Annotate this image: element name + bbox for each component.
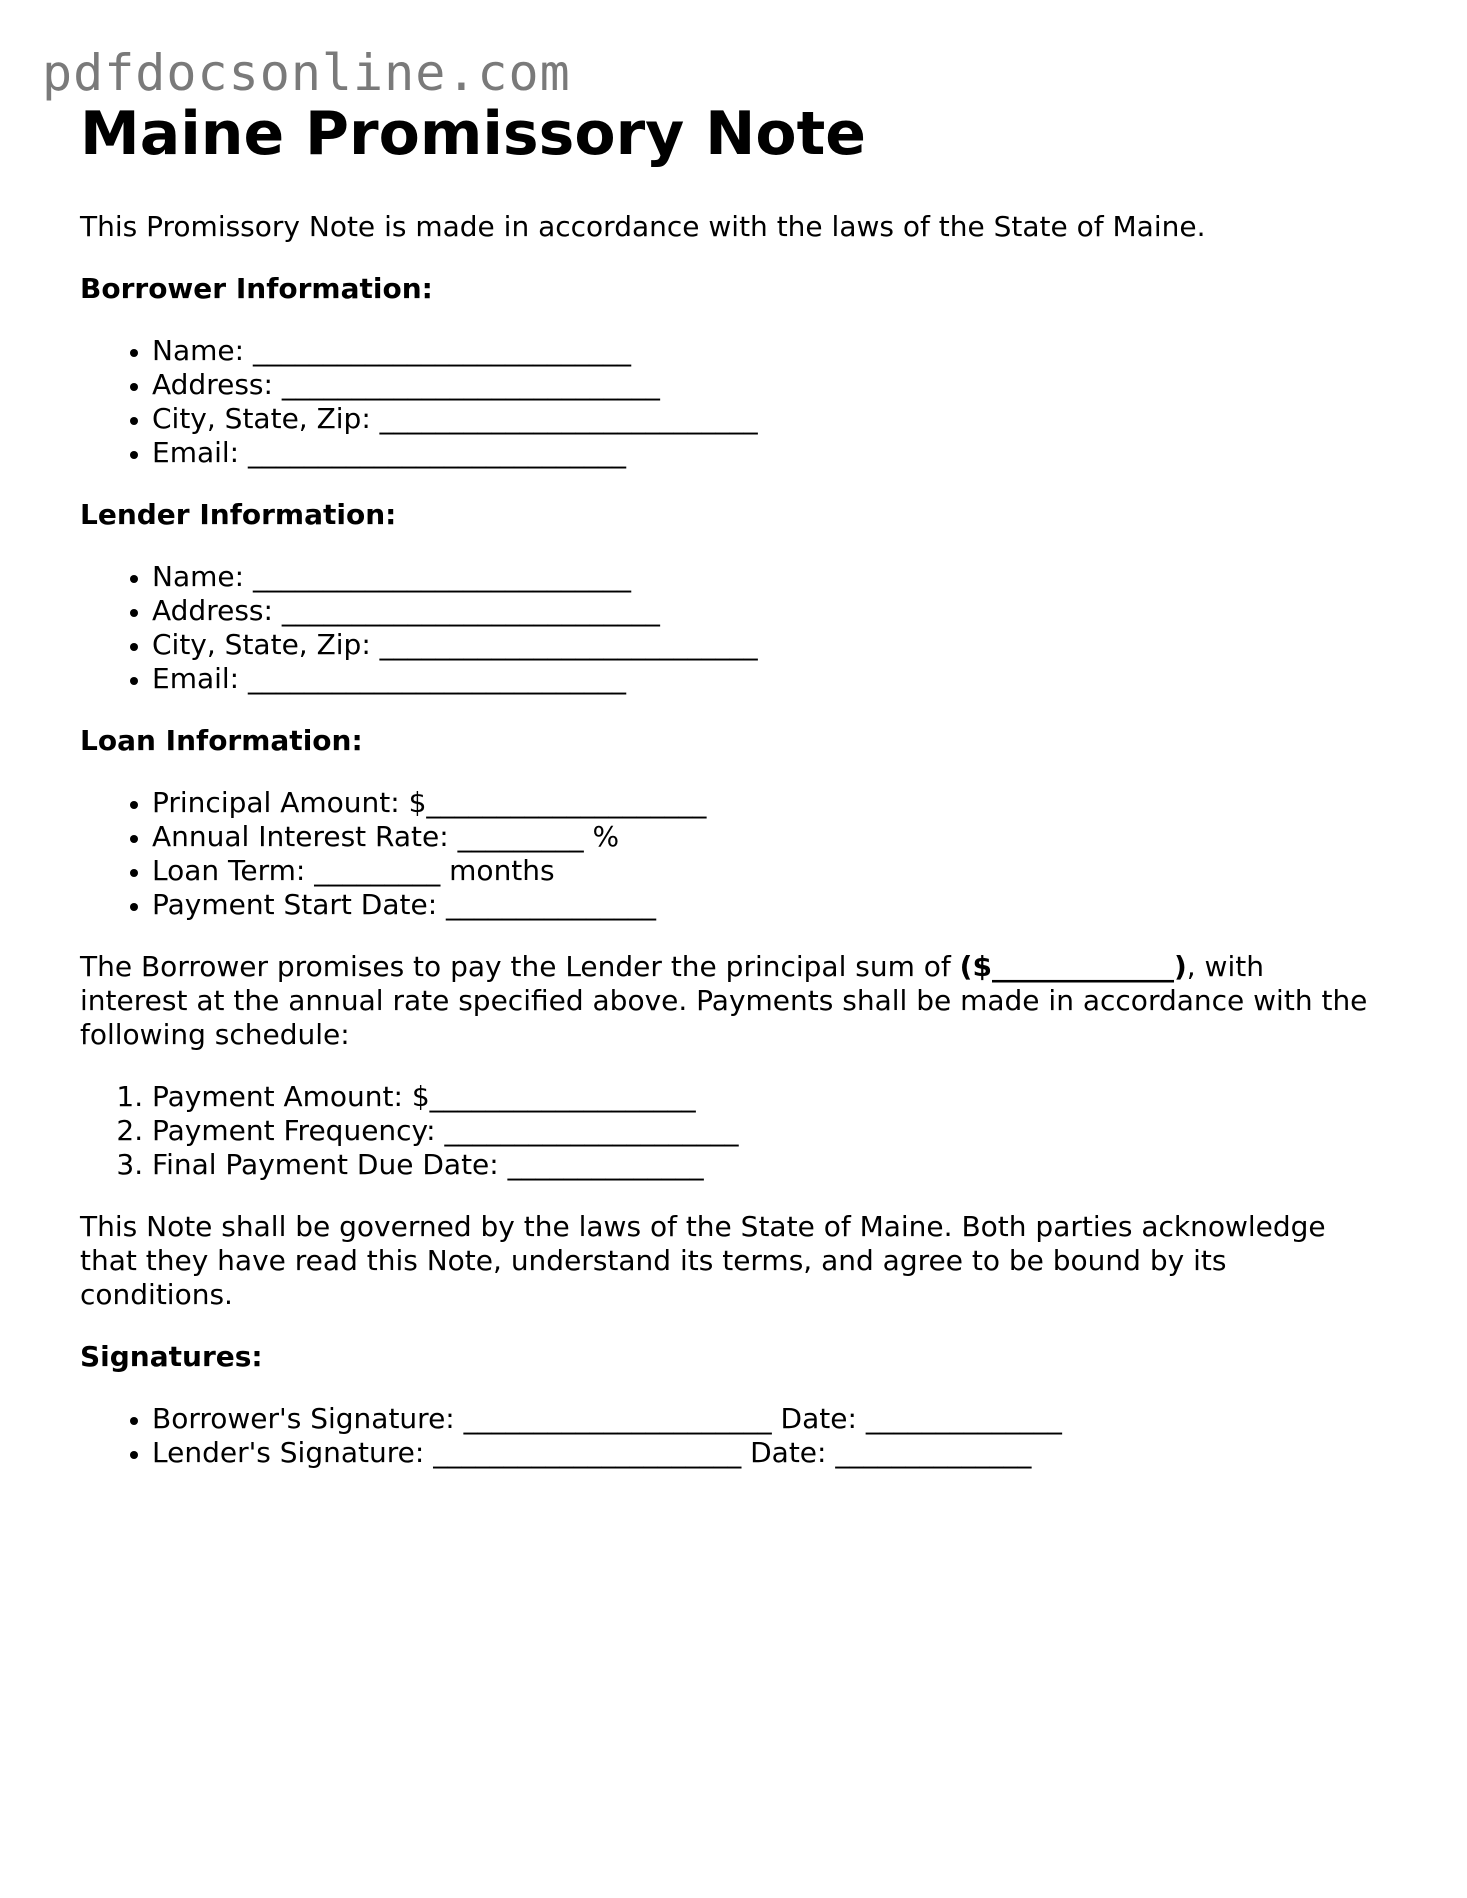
date-line[interactable]: ______________	[835, 1436, 1032, 1469]
interest-rate-field[interactable]: • Annual Interest Rate: _________ %	[152, 820, 1380, 854]
blank-line[interactable]: ___________________________	[248, 662, 627, 695]
payment-frequency-field[interactable]: 2. Payment Frequency: _____________________	[152, 1114, 1380, 1148]
blank-line[interactable]: ______________	[507, 1148, 704, 1181]
blank-line[interactable]: ___________________________	[379, 628, 758, 661]
loan-term-field[interactable]: • Loan Term: _________ months	[152, 854, 1380, 888]
document-title: Maine Promissory Note	[80, 99, 866, 169]
intro-paragraph: This Promissory Note is made in accordance with the laws of the State of Maine.	[80, 210, 1206, 243]
principal-amount-field[interactable]: • Principal Amount: $____________________	[152, 786, 1380, 820]
blank-line[interactable]: ____________________	[426, 786, 707, 819]
lender-fields-list	[80, 560, 1380, 696]
document-body	[80, 210, 1380, 1498]
borrower-address-field[interactable]: • Address: ___________________________	[152, 368, 1380, 402]
borrower-heading: Borrower Information:	[80, 272, 433, 305]
blank-line[interactable]: ___________________________	[252, 334, 631, 367]
signature-line[interactable]: ______________________	[433, 1436, 742, 1469]
blank-line[interactable]: _______________	[446, 888, 657, 921]
lender-address-field[interactable]: • Address: ___________________________	[152, 594, 1380, 628]
blank-line[interactable]: ___________________________	[248, 436, 627, 469]
blank-line[interactable]: _________	[314, 854, 441, 887]
lender-heading: Lender Information:	[80, 498, 397, 531]
borrower-city-state-zip-field[interactable]: • City, State, Zip: ___________________________	[152, 402, 1380, 436]
loan-heading: Loan Information:	[80, 724, 363, 757]
promise-paragraph: The Borrower promises to pay the Lender the principal sum of ($_____________), with interest at the annual rate specified above. Payments shall be made in accordance with the following schedule:	[80, 950, 1368, 1051]
borrower-email-field[interactable]: • Email: ___________________________	[152, 436, 1380, 470]
loan-fields-list	[80, 786, 1380, 922]
blank-line[interactable]: ___________________________	[379, 402, 758, 435]
final-payment-date-field[interactable]: 3. Final Payment Due Date: ______________	[152, 1148, 1380, 1182]
lender-email-field[interactable]: • Email: ___________________________	[152, 662, 1380, 696]
lender-signature-field[interactable]: • Lender's Signature: ______________________ Date: ______________	[152, 1436, 1380, 1470]
blank-line[interactable]: _____________________	[444, 1114, 739, 1147]
payment-start-date-field[interactable]: • Payment Start Date: _______________	[152, 888, 1380, 922]
signatures-heading: Signatures:	[80, 1340, 263, 1373]
payment-amount-field[interactable]: 1. Payment Amount: $___________________	[152, 1080, 1380, 1114]
borrower-fields-list	[80, 334, 1380, 470]
blank-line[interactable]: ___________________________	[252, 560, 631, 593]
governing-law-paragraph: This Note shall be governed by the laws of the State of Maine. Both parties acknowledge that they have read this Note, understand its terms, and agree to be bound by its conditions.	[80, 1210, 1326, 1311]
signatures-list	[80, 1402, 1380, 1470]
borrower-name-field[interactable]: • Name: ___________________________	[152, 334, 1380, 368]
lender-city-state-zip-field[interactable]: • City, State, Zip: ___________________________	[152, 628, 1380, 662]
signature-line[interactable]: ______________________	[463, 1402, 772, 1435]
payment-schedule-list	[80, 1080, 1380, 1182]
borrower-signature-field[interactable]: • Borrower's Signature: ______________________ Date: ______________	[152, 1402, 1380, 1436]
lender-name-field[interactable]: • Name: ___________________________	[152, 560, 1380, 594]
blank-line[interactable]: _________	[457, 820, 584, 853]
date-line[interactable]: ______________	[865, 1402, 1062, 1435]
blank-line[interactable]: ___________________________	[281, 594, 660, 627]
watermark: pdfdocsonline.com	[42, 44, 571, 102]
principal-sum-blank[interactable]: ($_____________)	[959, 950, 1187, 983]
blank-line[interactable]: ___________________________	[281, 368, 660, 401]
blank-line[interactable]: ___________________	[429, 1080, 696, 1113]
